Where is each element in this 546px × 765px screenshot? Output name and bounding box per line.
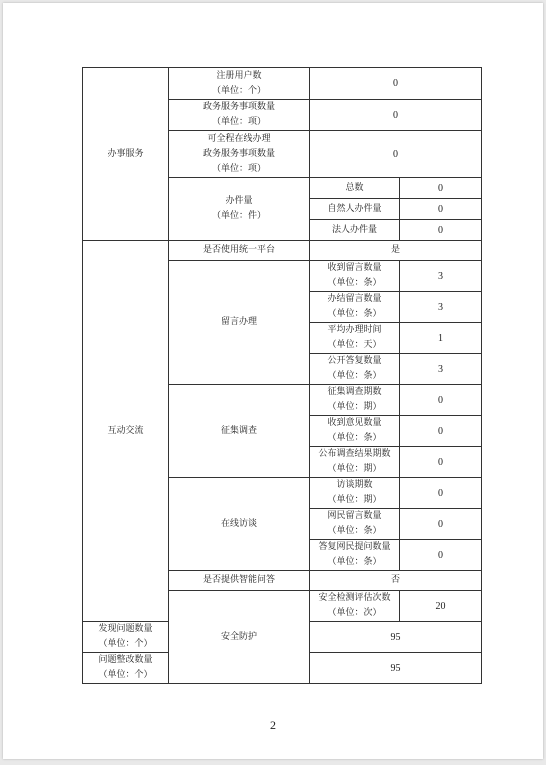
survey-results-value: 0 xyxy=(400,447,482,478)
cases-total-label: 总数 xyxy=(310,178,400,199)
registered-users-value: 0 xyxy=(310,68,482,100)
cases-natural-value: 0 xyxy=(400,199,482,220)
online-items-value: 0 xyxy=(310,131,482,178)
table-row xyxy=(83,241,482,261)
interview-periods-value: 0 xyxy=(400,478,482,509)
concluded-messages-label: 办结留言数量 （单位：条） xyxy=(310,292,400,323)
issues-fixed-value: 95 xyxy=(310,653,482,684)
issues-found-label: 发现问题数量 （单位：个） xyxy=(83,622,169,653)
cases-total-value: 0 xyxy=(400,178,482,199)
cases-natural-label: 自然人办件量 xyxy=(310,199,400,220)
survey-periods-label: 征集调查期数 （单位：期） xyxy=(310,385,400,416)
unified-platform-label: 是否使用统一平台 xyxy=(169,241,310,261)
service-items-label: 政务服务事项数量 （单位：项） xyxy=(169,100,310,131)
security-checks-label: 安全检测评估次数 （单位：次） xyxy=(310,591,400,622)
section-interaction: 互动交流 xyxy=(83,241,169,622)
concluded-messages-value: 3 xyxy=(400,292,482,323)
opinions-value: 0 xyxy=(400,416,482,447)
survey-group: 征集调查 xyxy=(169,385,310,478)
service-items-value: 0 xyxy=(310,100,482,131)
survey-periods-value: 0 xyxy=(400,385,482,416)
online-items-label: 可全程在线办理 政务服务事项数量 （单位：项） xyxy=(169,131,310,178)
cases-legal-label: 法人办件量 xyxy=(310,220,400,241)
table-row xyxy=(83,68,482,100)
smart-qa-value: 否 xyxy=(310,571,482,591)
avg-time-label: 平均办理时间 （单位：天） xyxy=(310,323,400,354)
security-checks-value: 20 xyxy=(400,591,482,622)
smart-qa-label: 是否提供智能问答 xyxy=(169,571,310,591)
cases-legal-value: 0 xyxy=(400,220,482,241)
messages-group: 留言办理 xyxy=(169,261,310,385)
issues-found-value: 95 xyxy=(310,622,482,653)
netizen-messages-label: 网民留言数量 （单位：条） xyxy=(310,509,400,540)
netizen-messages-value: 0 xyxy=(400,509,482,540)
answers-label: 答复网民提问数量 （单位：条） xyxy=(310,540,400,571)
page-number: 2 xyxy=(270,718,276,732)
section-service: 办事服务 xyxy=(83,68,169,241)
document-page xyxy=(3,3,543,759)
cases-label: 办件量 （单位：件） xyxy=(169,178,310,241)
answers-value: 0 xyxy=(400,540,482,571)
unified-platform-value: 是 xyxy=(310,241,482,261)
statistics-table xyxy=(82,67,482,684)
opinions-label: 收到意见数量 （单位：条） xyxy=(310,416,400,447)
registered-users-label: 注册用户数 （单位：个） xyxy=(169,68,310,100)
received-messages-value: 3 xyxy=(400,261,482,292)
received-messages-label: 收到留言数量 （单位：条） xyxy=(310,261,400,292)
interview-group: 在线访谈 xyxy=(169,478,310,571)
survey-results-label: 公布调查结果期数 （单位：期） xyxy=(310,447,400,478)
avg-time-value: 1 xyxy=(400,323,482,354)
interview-periods-label: 访谈期数 （单位：期） xyxy=(310,478,400,509)
section-security: 安全防护 xyxy=(169,591,310,684)
public-replies-label: 公开答复数量 （单位：条） xyxy=(310,354,400,385)
issues-fixed-label: 问题整改数量 （单位：个） xyxy=(83,653,169,684)
public-replies-value: 3 xyxy=(400,354,482,385)
